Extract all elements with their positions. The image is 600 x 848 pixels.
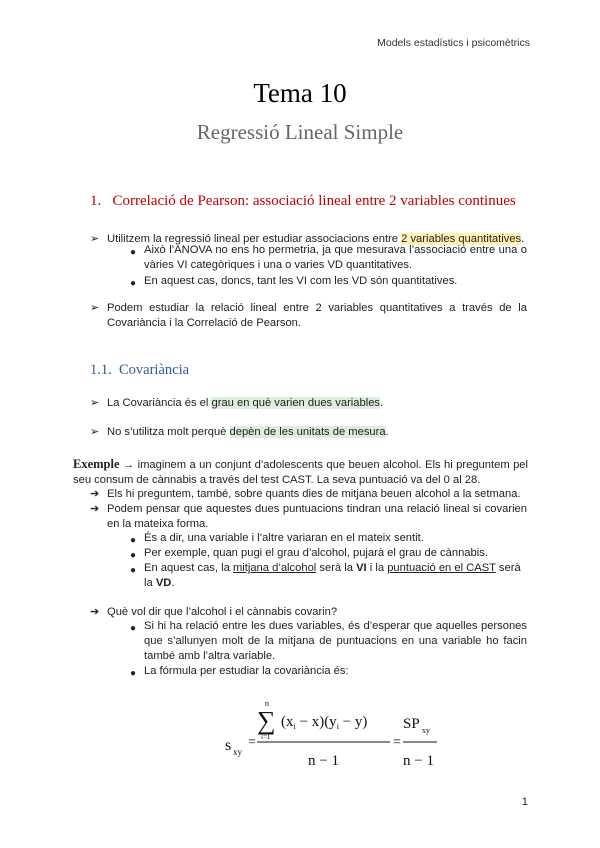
bullet-icon: ● [130, 278, 137, 289]
s1-bullet-2: En aquest cas, doncs, tant les VI com les VD són quantitatives. [144, 275, 458, 287]
formula-equals-1: = [248, 735, 256, 750]
sigma-symbol: ∑ [257, 706, 276, 735]
s1-paragraph-2: Podem estudiar la relació lineal entre 2 variables quantitatives a través de la Covariància i la Correlació de Pearson. [107, 302, 527, 329]
s1-bullet-1: Això l’ANOVA no ens ho permetria, ja que mesurava l’associació entre una o vàries VI categòriques i una o varies VD quantitatives. [144, 244, 527, 271]
formula-sum-top: n [265, 699, 269, 708]
covariance-formula [215, 693, 455, 773]
b3-text-4: serà la [144, 562, 521, 589]
arrow-icon: ➔ [90, 488, 100, 500]
b3-text-3: i la [366, 562, 388, 574]
example-bullet-3 [144, 561, 529, 591]
example-bullet-5: La fórmula per estudiar la covariància és: [144, 665, 349, 677]
page-title: Tema 10 [253, 78, 347, 108]
example-bullet-1: És a dir, una variable i l’altre variaran en el mateix sentit. [144, 532, 424, 544]
formula-lhs-sub: xy [233, 747, 242, 757]
example-label: Exemple [73, 457, 120, 471]
s11-paragraph-2 [107, 425, 389, 440]
s11-p1-end: . [380, 397, 384, 409]
bullet-icon: ● [130, 668, 137, 679]
b3-vi: VI [356, 562, 367, 574]
arrow-icon: ➔ [90, 503, 100, 515]
bullet-icon: ● [130, 247, 137, 258]
s1-p1-highlight: 2 variables quantitatives [401, 233, 522, 245]
section-1-heading [90, 193, 516, 210]
example-intro-text: imaginem a un conjunt d’adolescents que beuen alcohol. Els hi preguntem pel seu consum de cànnabis a través del test CAST. La seva puntuació va del 0 al 28. [73, 459, 529, 486]
formula-numerator: $(x_i - x)(y_i - y)$ [281, 714, 368, 731]
b3-underline-2: puntuació en el CAST [387, 562, 496, 574]
s11-paragraph-1 [107, 396, 383, 411]
arrow-icon: ➔ [90, 606, 100, 618]
formula-denominator: n − 1 [308, 753, 339, 769]
b3-underline-1: mitjana d’alcohol [232, 562, 317, 574]
example-arrow: → [122, 459, 135, 471]
s1-p1-text: Utilitzem la regressió lineal per estudiar associacions entre [107, 233, 402, 245]
running-header: Models estadístics i psicomètrics [377, 37, 530, 49]
s11-p2-text: No s’utilitza molt perquè [107, 426, 230, 438]
formula-sum-bottom: i=1 [261, 733, 271, 741]
s11-p1-text: La Covariància és el [107, 397, 212, 409]
bullet-icon: ● [130, 550, 137, 561]
s11-p1-highlight: grau en què varien dues variables [211, 397, 381, 409]
s1-p1-end: . [521, 233, 525, 245]
formula-equals-2: = [393, 735, 401, 750]
s11-arrow-2: ➢ [90, 426, 100, 438]
example-point-2: Podem pensar que aquestes dues puntuacions tindran una relació lineal si covarien en la mateixa forma. [107, 503, 527, 530]
s11-p2-end: . [385, 426, 389, 438]
formula-sp-sub: xy [422, 726, 430, 735]
page-subtitle: Regressió Lineal Simple [196, 120, 404, 144]
example-point-3: Què vol dir que l’alcohol i el cànnabis covarin? [107, 606, 338, 618]
example-bullet-2: Per exemple, quan pugi el grau d’alcohol, pujarà el grau de cànnabis. [144, 547, 488, 559]
formula-sp-denominator: n − 1 [403, 753, 434, 769]
example-intro [73, 457, 528, 488]
b3-vd: VD [155, 577, 172, 589]
s1-arrow-1: ➢ [90, 233, 100, 245]
b3-text-5: . [171, 577, 175, 589]
formula-sp: SP [403, 716, 420, 732]
s11-arrow-1: ➢ [90, 397, 100, 409]
bullet-icon: ● [130, 565, 137, 576]
formula-lhs: s [225, 737, 232, 754]
s11-p2-highlight: depèn de les unitats de mesura [229, 426, 386, 438]
example-bullet-4: Si hi ha relació entre les dues variables, és d’esperar que aquelles persones que s’allunyen molt de la mitjana de puntuacions en una variable ho facin també amb l’altra variable. [144, 620, 527, 662]
section-1-1-number: 1.1. [90, 362, 112, 378]
b3-text-1: En aquest cas, la [144, 562, 233, 574]
example-point-1: Els hi preguntem, també, sobre quants dies de mitjana beuen alcohol a la setmana. [107, 488, 521, 500]
b3-text-2: serà la [316, 562, 357, 574]
section-1-number: 1. [90, 193, 102, 209]
section-1-title: Correlació de Pearson: associació lineal entre 2 variables continues [112, 193, 516, 209]
page-number: 1 [521, 796, 528, 808]
section-1-1-heading [90, 362, 189, 379]
s1-arrow-2: ➢ [90, 302, 100, 314]
bullet-icon: ● [130, 535, 137, 546]
section-1-1-title: Covariància [119, 362, 190, 378]
bullet-icon: ● [130, 623, 137, 634]
